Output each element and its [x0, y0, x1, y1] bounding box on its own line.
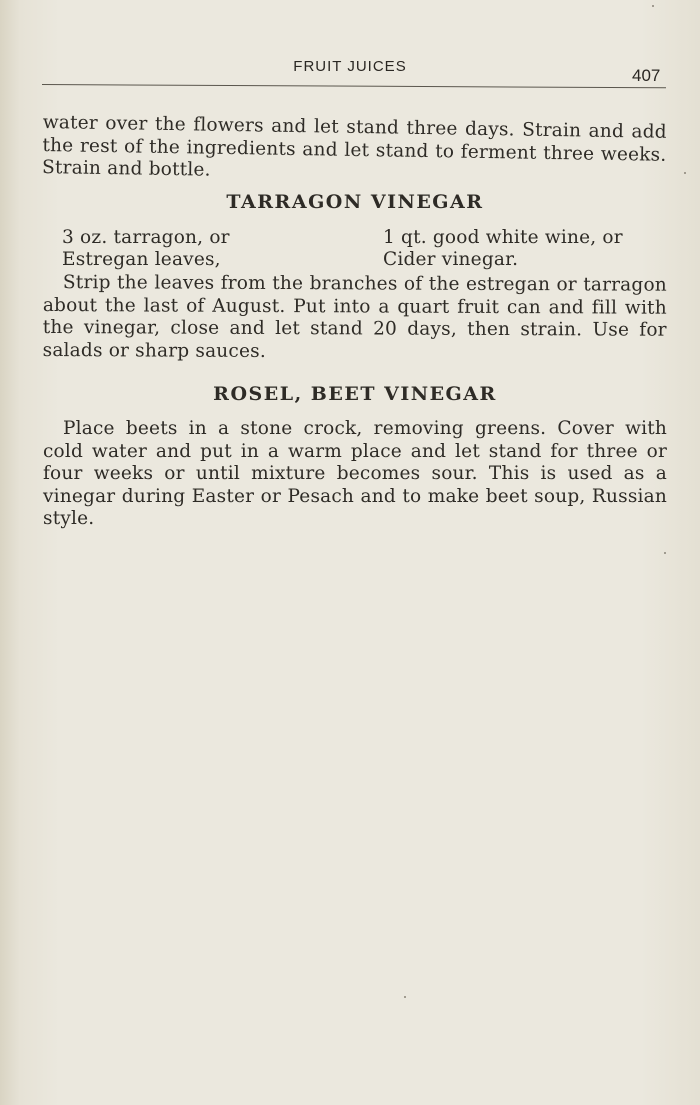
tarragon-ingredients-right — [383, 227, 623, 271]
paper-speck — [404, 996, 406, 998]
tarragon-vinegar-heading: TARRAGON VINEGAR — [226, 191, 484, 213]
running-head-title: FRUIT JUICES — [293, 58, 407, 75]
paper-speck — [664, 552, 666, 554]
ingredient-line: 1 qt. good white wine, or — [383, 227, 623, 248]
tarragon-ingredients-left — [62, 227, 230, 271]
paper-speck — [684, 172, 686, 174]
paper-speck — [652, 5, 654, 7]
continuation-paragraph: water over the flowers and let stand three days. Strain and add the rest of the ingredients and let stand to ferment three weeks. Strain and bottle. — [41, 112, 667, 181]
page-number: 407 — [632, 66, 661, 85]
ingredient-line: Estregan leaves, — [62, 249, 221, 270]
header-rule — [42, 84, 666, 88]
rosel-beet-vinegar-heading: ROSEL, BEET VINEGAR — [213, 383, 497, 405]
tarragon-directions-text: Strip the leaves from the branches of the estregan or tarragon about the last of August. Put into a quart fruit can and fill with the vinegar, close and let stand 20 days, then strain. Use for salads or sharp sauces. — [42, 272, 667, 362]
ingredient-line: 3 oz. tarragon, or — [62, 227, 230, 248]
tarragon-directions — [43, 272, 667, 365]
rosel-directions-text: Place beets in a stone crock, removing greens. Cover with cold water and put in a warm place and let stand for three or four weeks or until mixture becomes sour. This is used as a vinegar during Easter or Pesach and to make beet soup, Russian style. — [43, 418, 667, 529]
ingredient-line: Cider vinegar. — [383, 249, 519, 270]
rosel-directions — [43, 418, 667, 531]
